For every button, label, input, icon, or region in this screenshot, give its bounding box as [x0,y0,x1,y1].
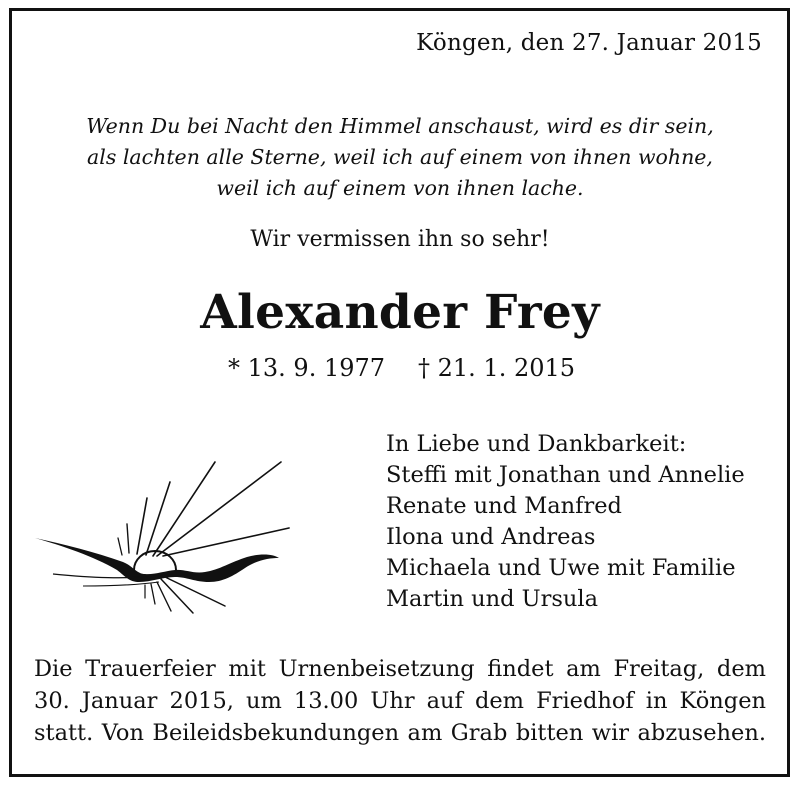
funeral-notice [34,653,766,749]
place-date: Köngen, den 27. Januar 2015 [416,30,762,56]
mourners-intro: In Liebe und Dankbarkeit: [386,431,687,457]
quote-block [0,111,800,204]
deceased-name: Alexander Frey [200,285,600,340]
notice-line: statt. Von Beileidsbekundungen am Grab bitten wir abzusehen. [34,720,766,746]
notice-line: Die Trauerfeier mit Urnenbeisetzung findet am Freitag, dem [34,656,766,682]
sunset-bird-icon [33,458,298,618]
birth-date: * 13. 9. 1977 [228,354,386,382]
mourner-name: Michaela und Uwe mit Familie [386,555,736,581]
miss-line: Wir vermissen ihn so sehr! [250,227,550,252]
quote-line: weil ich auf einem von ihnen lache. [216,176,584,200]
quote-line: als lachten alle Sterne, weil ich auf einem von ihnen wohne, [87,145,713,169]
mourner-name: Steffi mit Jonathan und Annelie [386,462,745,488]
quote-line: Wenn Du bei Nacht den Himmel anschaust, wird es dir sein, [86,114,714,138]
death-date: † 21. 1. 2015 [418,354,576,382]
mourner-name: Ilona und Andreas [386,524,596,550]
notice-line: 30. Januar 2015, um 13.00 Uhr auf dem Friedhof in Köngen [34,688,766,714]
mourner-name: Martin und Ursula [386,586,598,612]
mourners-block [386,429,745,615]
mourner-name: Renate und Manfred [386,493,622,519]
